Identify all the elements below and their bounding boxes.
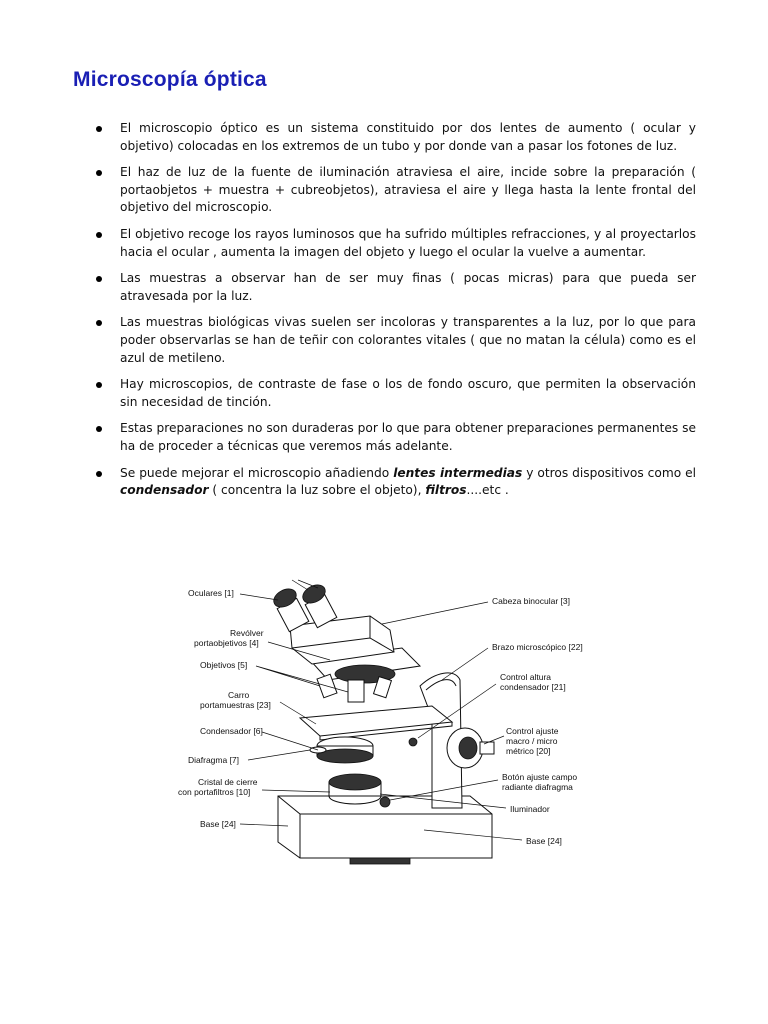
bullet-item [96,376,696,411]
leader-condensador [262,732,318,750]
bullet-dot-icon [96,471,102,477]
bullet-text: Las muestras a observar han de ser muy finas ( pocas micras) para que pueda ser atravesada por la luz. [120,271,696,303]
label-base-left: Base [24] [200,819,236,829]
bullet-item [96,465,696,500]
label-cabeza: Cabeza binocular [3] [492,596,570,606]
label-cristal-2: con portafiltros [10] [178,787,251,797]
bullet-text: ....etc . [466,483,509,498]
label-revolver-1: Revólver [230,628,264,638]
bullet-text: El objetivo recoge los rayos luminosos que ha sufrido múltiples refracciones, y al proyectarlos hacia el ocular , aumenta la imagen del objeto y luego el ocular la vuelve a aumentar. [120,226,696,259]
microscope-figure [170,568,590,880]
bullet-dot-icon [96,126,102,132]
label-objetivos: Objetivos [5] [200,660,248,670]
bullet-item [96,420,696,455]
label-brazo: Brazo microscópico [22] [492,642,583,652]
label-control-ajuste-1: Control ajuste [506,726,559,736]
bullet-emphasis: filtros [425,483,467,498]
objective-1 [348,680,364,702]
bullet-item [96,120,696,155]
bullet-dot-icon [96,320,102,326]
bullet-list [96,120,696,509]
leader-carro [280,702,316,724]
focus-knob-inner [459,737,477,759]
bullet-item [96,314,696,367]
label-control-altura-1: Control altura [500,672,552,682]
label-condensador: Condensador [6] [200,726,263,736]
field-knob [380,797,390,807]
leader-cabeza [382,602,488,624]
bullet-emphasis: condensador [120,483,209,498]
leader-brazo [442,648,488,680]
focus-knob-shaft [480,742,494,754]
eyepiece-left [271,585,309,631]
microscope-diagram [170,568,590,880]
leader-diafragma [248,750,310,760]
bullet-dot-icon [96,276,102,282]
label-control-altura-2: condensador [21] [500,682,566,692]
bullet-dot-icon [96,382,102,388]
bullet-item [96,270,696,305]
page-title: Microscopía óptica [73,68,267,91]
label-revolver-2: portaobjetivos [4] [194,638,259,648]
label-control-ajuste-2: macro / micro [506,736,558,746]
bullet-text: El haz de luz de la fuente de iluminación atraviesa el aire, incide sobre la preparación ( portaobjetos + muestra + cubreobjetos), atraviesa el aire y llega hasta la lente frontal del objetivo del microscopio. [120,165,696,215]
label-carro-1: Carro [228,690,250,700]
bullet-dot-icon [96,232,102,238]
leader-cristal [262,790,330,792]
bullet-item [96,164,696,217]
bullet-dot-icon [96,170,102,176]
bullet-text: El microscopio óptico es un sistema constituido por dos lentes de aumento ( ocular y objetivo) colocadas en los extremos de un tubo y por donde van a pasar los fotones de luz. [120,121,696,153]
bullet-text: ( concentra la luz sobre el objeto), [208,483,426,498]
label-control-ajuste-3: métrico [20] [506,746,551,756]
label-diafragma: Diafragma [7] [188,755,240,765]
base-foot [350,858,410,864]
label-base-right: Base [24] [526,836,562,846]
bullet-text: y otros dispositivos como el [522,465,696,480]
bullet-text: Hay microscopios, de contraste de fase o los de fondo oscuro, que permiten la observación sin necesidad de tinción. [120,377,696,409]
label-cristal-1: Cristal de cierre [198,777,258,787]
bullet-text: Se puede mejorar el microscopio añadiendo [120,465,394,480]
bullet-text: Las muestras biológicas vivas suelen ser incoloras y transparentes a la luz, por lo que para poder observarlas se han de teñir con colorantes vitales ( que no matan la célula) como es el azul de metileno. [120,315,696,365]
label-boton-2: radiante diafragma [502,782,573,792]
label-iluminador: Iluminador [510,804,550,814]
bullet-emphasis: lentes intermedias [393,465,523,480]
label-oculares: Oculares [1] [188,588,234,598]
label-boton-1: Botón ajuste campo [502,772,578,782]
bullet-text: Estas preparaciones no son duraderas por lo que para obtener preparaciones permanentes se ha de proceder a técnicas que veremos más adelante. [120,421,696,453]
label-carro-2: portamuestras [23] [200,700,271,710]
bullet-item [96,226,696,261]
condenser-height-knob [409,738,417,746]
illuminator-lens [329,774,381,790]
bullet-dot-icon [96,426,102,432]
stage-shape [300,706,452,736]
